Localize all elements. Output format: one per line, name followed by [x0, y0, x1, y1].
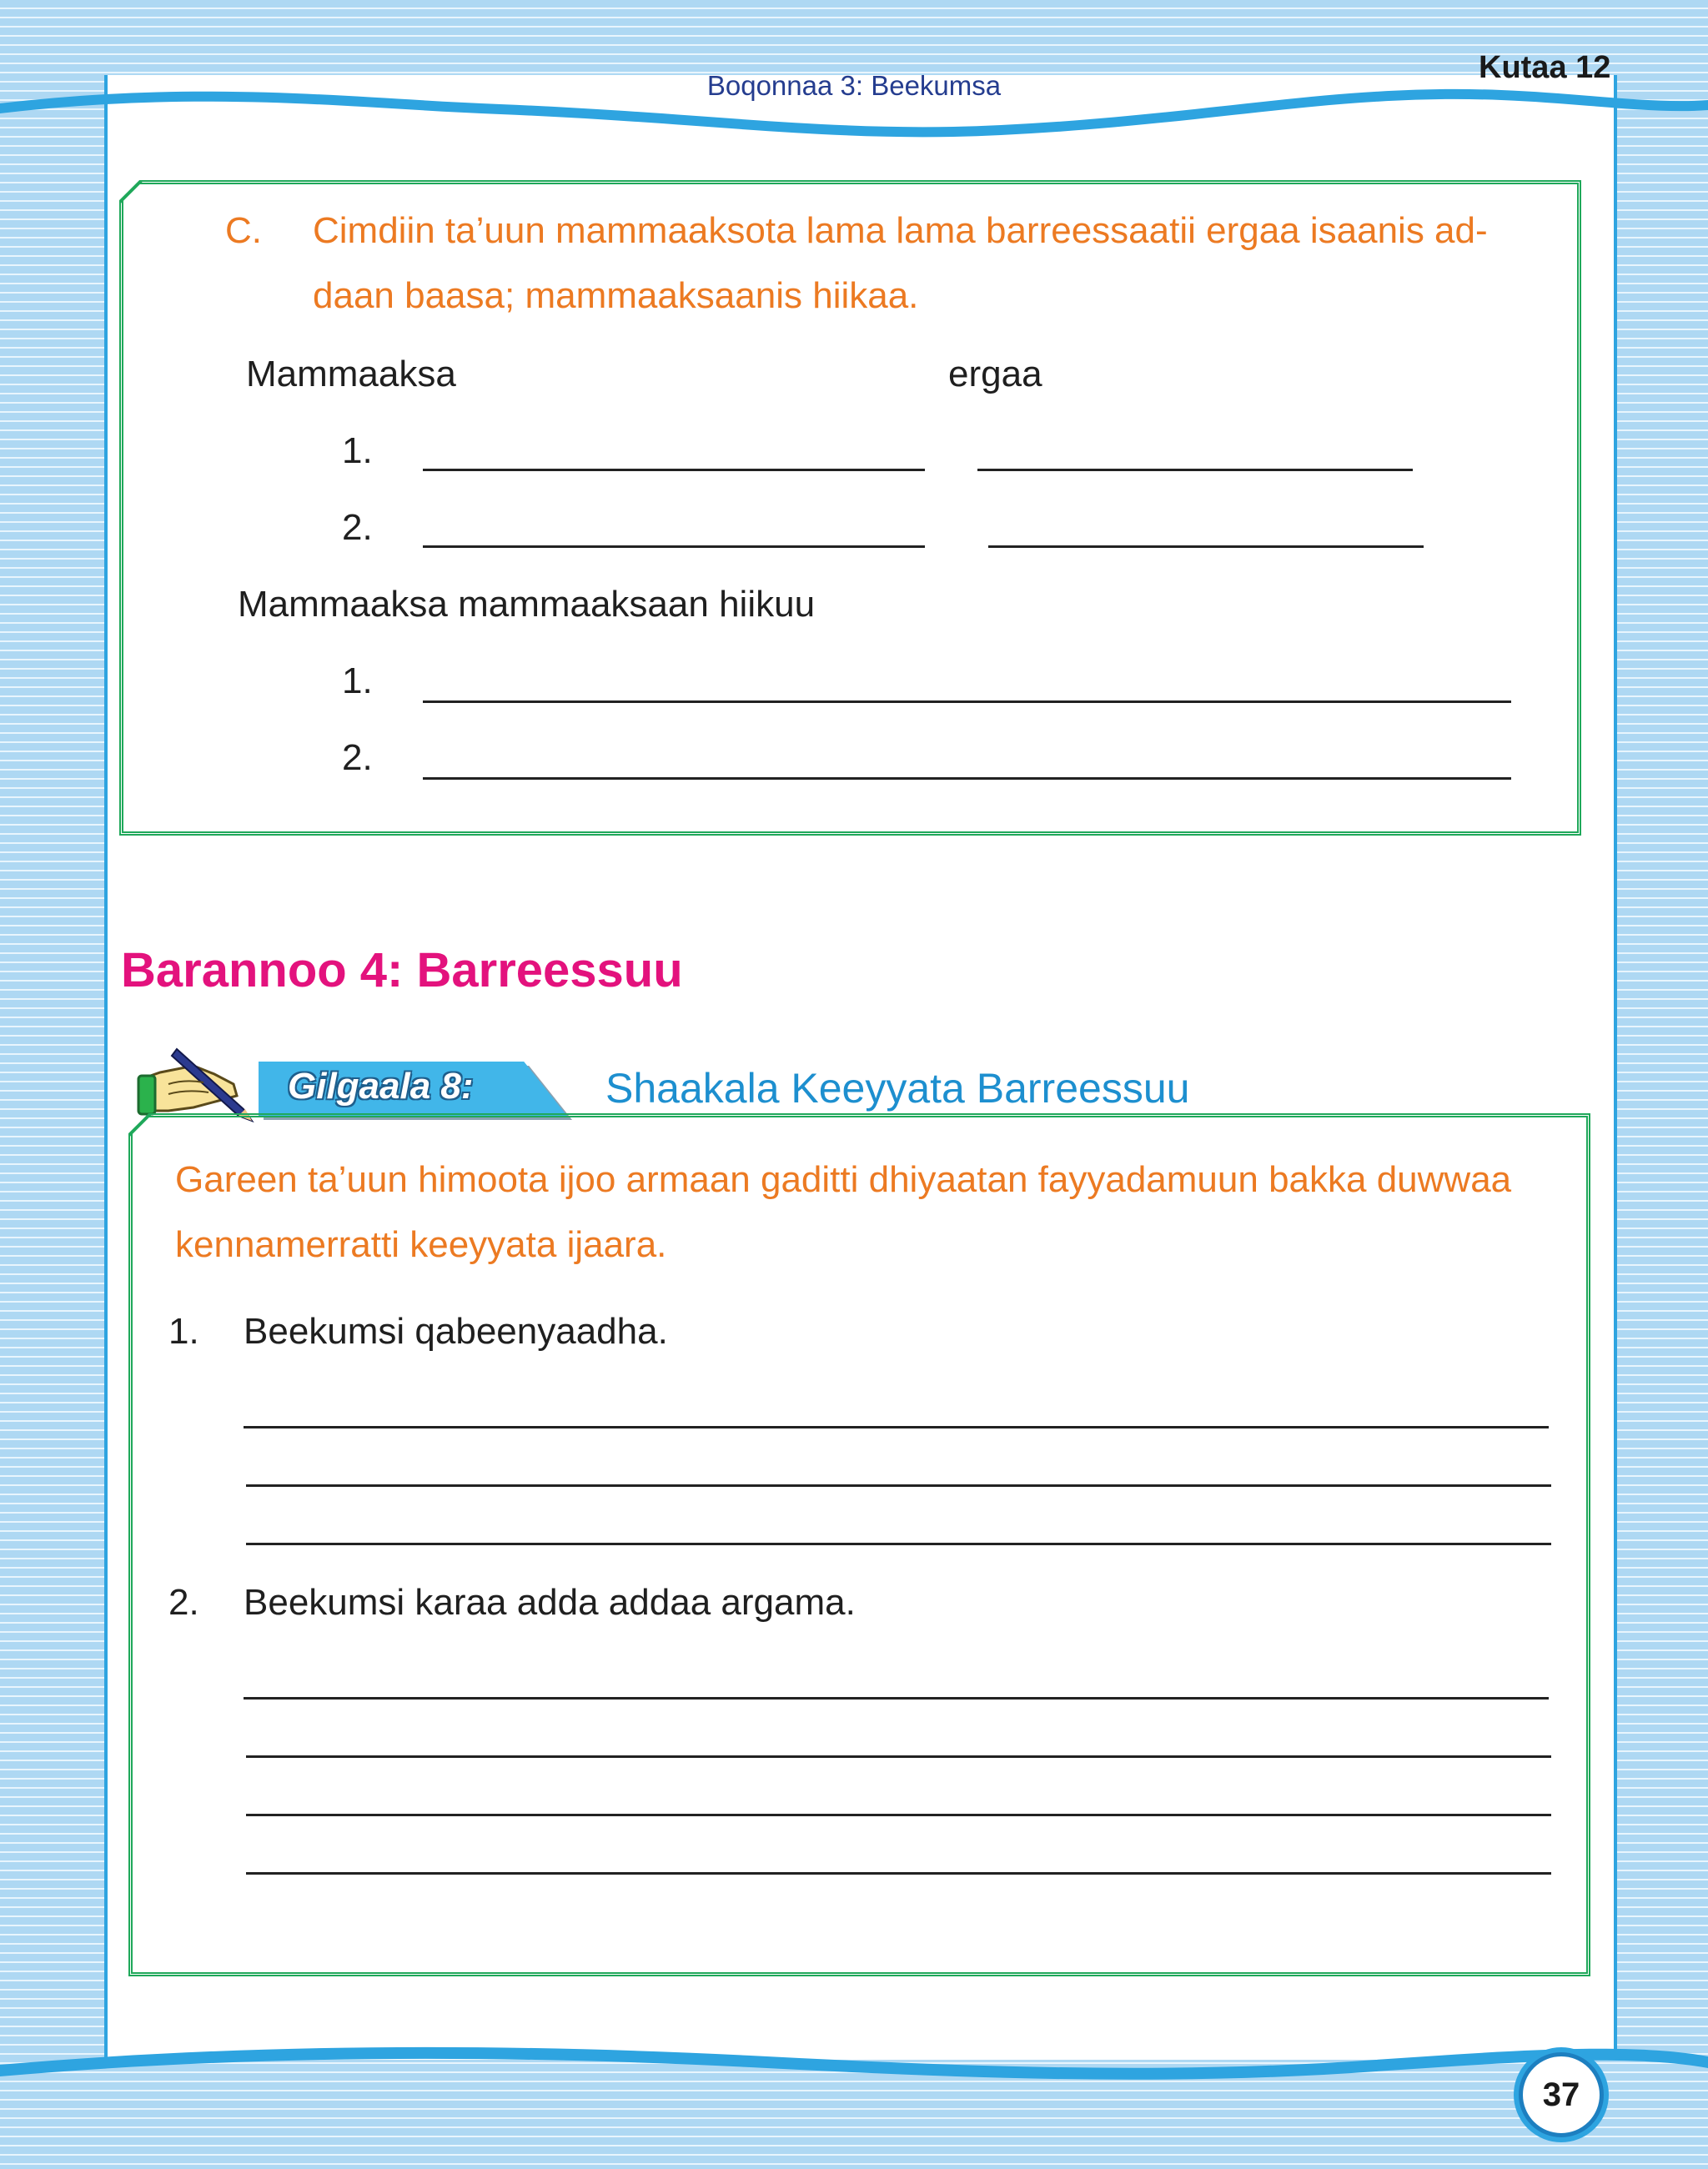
question-number: 1. — [168, 1311, 199, 1352]
row-number: 2. — [342, 737, 373, 778]
box-corner-fold — [119, 180, 153, 213]
row-number: 2. — [342, 507, 373, 548]
answer-line[interactable] — [423, 700, 1511, 703]
writing-line[interactable] — [246, 1755, 1551, 1758]
answer-line[interactable] — [423, 469, 925, 471]
writing-line[interactable] — [246, 1872, 1551, 1875]
answer-line[interactable] — [988, 545, 1424, 548]
skill-instruction-2: kennamerratti keeyyata ijaara. — [175, 1224, 667, 1265]
writing-line[interactable] — [246, 1814, 1551, 1816]
answer-line[interactable] — [977, 469, 1413, 471]
question-number: 2. — [168, 1582, 199, 1623]
exercise-c-instruction-2: daan baasa; mammaaksaanis hiikaa. — [313, 275, 919, 316]
answer-line[interactable] — [423, 777, 1511, 780]
page-number: 37 — [1519, 2052, 1604, 2137]
writing-line[interactable] — [244, 1697, 1549, 1700]
section-heading: Barannoo 4: Barreessuu — [121, 943, 683, 997]
writing-line[interactable] — [244, 1426, 1549, 1428]
meaning-header: Mammaaksa mammaaksaan hiikuu — [238, 584, 816, 625]
question-text: Beekumsi karaa adda addaa argama. — [244, 1582, 856, 1623]
skill-instruction-1: Gareen ta’uun himoota ijoo armaan gaditti dhiyaatan fayyadamuun bakka duwwaa — [175, 1159, 1512, 1200]
box-corner-fold — [128, 1113, 162, 1147]
writing-line[interactable] — [246, 1543, 1551, 1545]
exercise-c-instruction-1: Cimdiin ta’uun mammaaksota lama lama barreessaatii ergaa isaanis ad- — [313, 210, 1488, 251]
col-header-ergaa: ergaa — [948, 354, 1042, 394]
pencil-hand-icon — [135, 1041, 260, 1124]
row-number: 1. — [342, 430, 373, 471]
row-number: 1. — [342, 660, 373, 701]
skill-tab-label: Gilgaala 8: — [288, 1066, 474, 1107]
bottom-wave-band — [0, 2010, 1708, 2101]
exercise-c-letter: C. — [225, 210, 262, 251]
writing-line[interactable] — [246, 1484, 1551, 1487]
chapter-title: Boqonnaa 3: Beekumsa — [706, 70, 1002, 101]
page-number-badge — [1514, 2047, 1609, 2142]
skill-title: Shaakala Keeyyata Barreessuu — [605, 1065, 1190, 1112]
col-header-mammaaksa: Mammaaksa — [246, 354, 456, 394]
answer-line[interactable] — [423, 545, 925, 548]
question-text: Beekumsi qabeenyaadha. — [244, 1311, 668, 1352]
grade-label: Kutaa 12 — [1479, 50, 1611, 85]
